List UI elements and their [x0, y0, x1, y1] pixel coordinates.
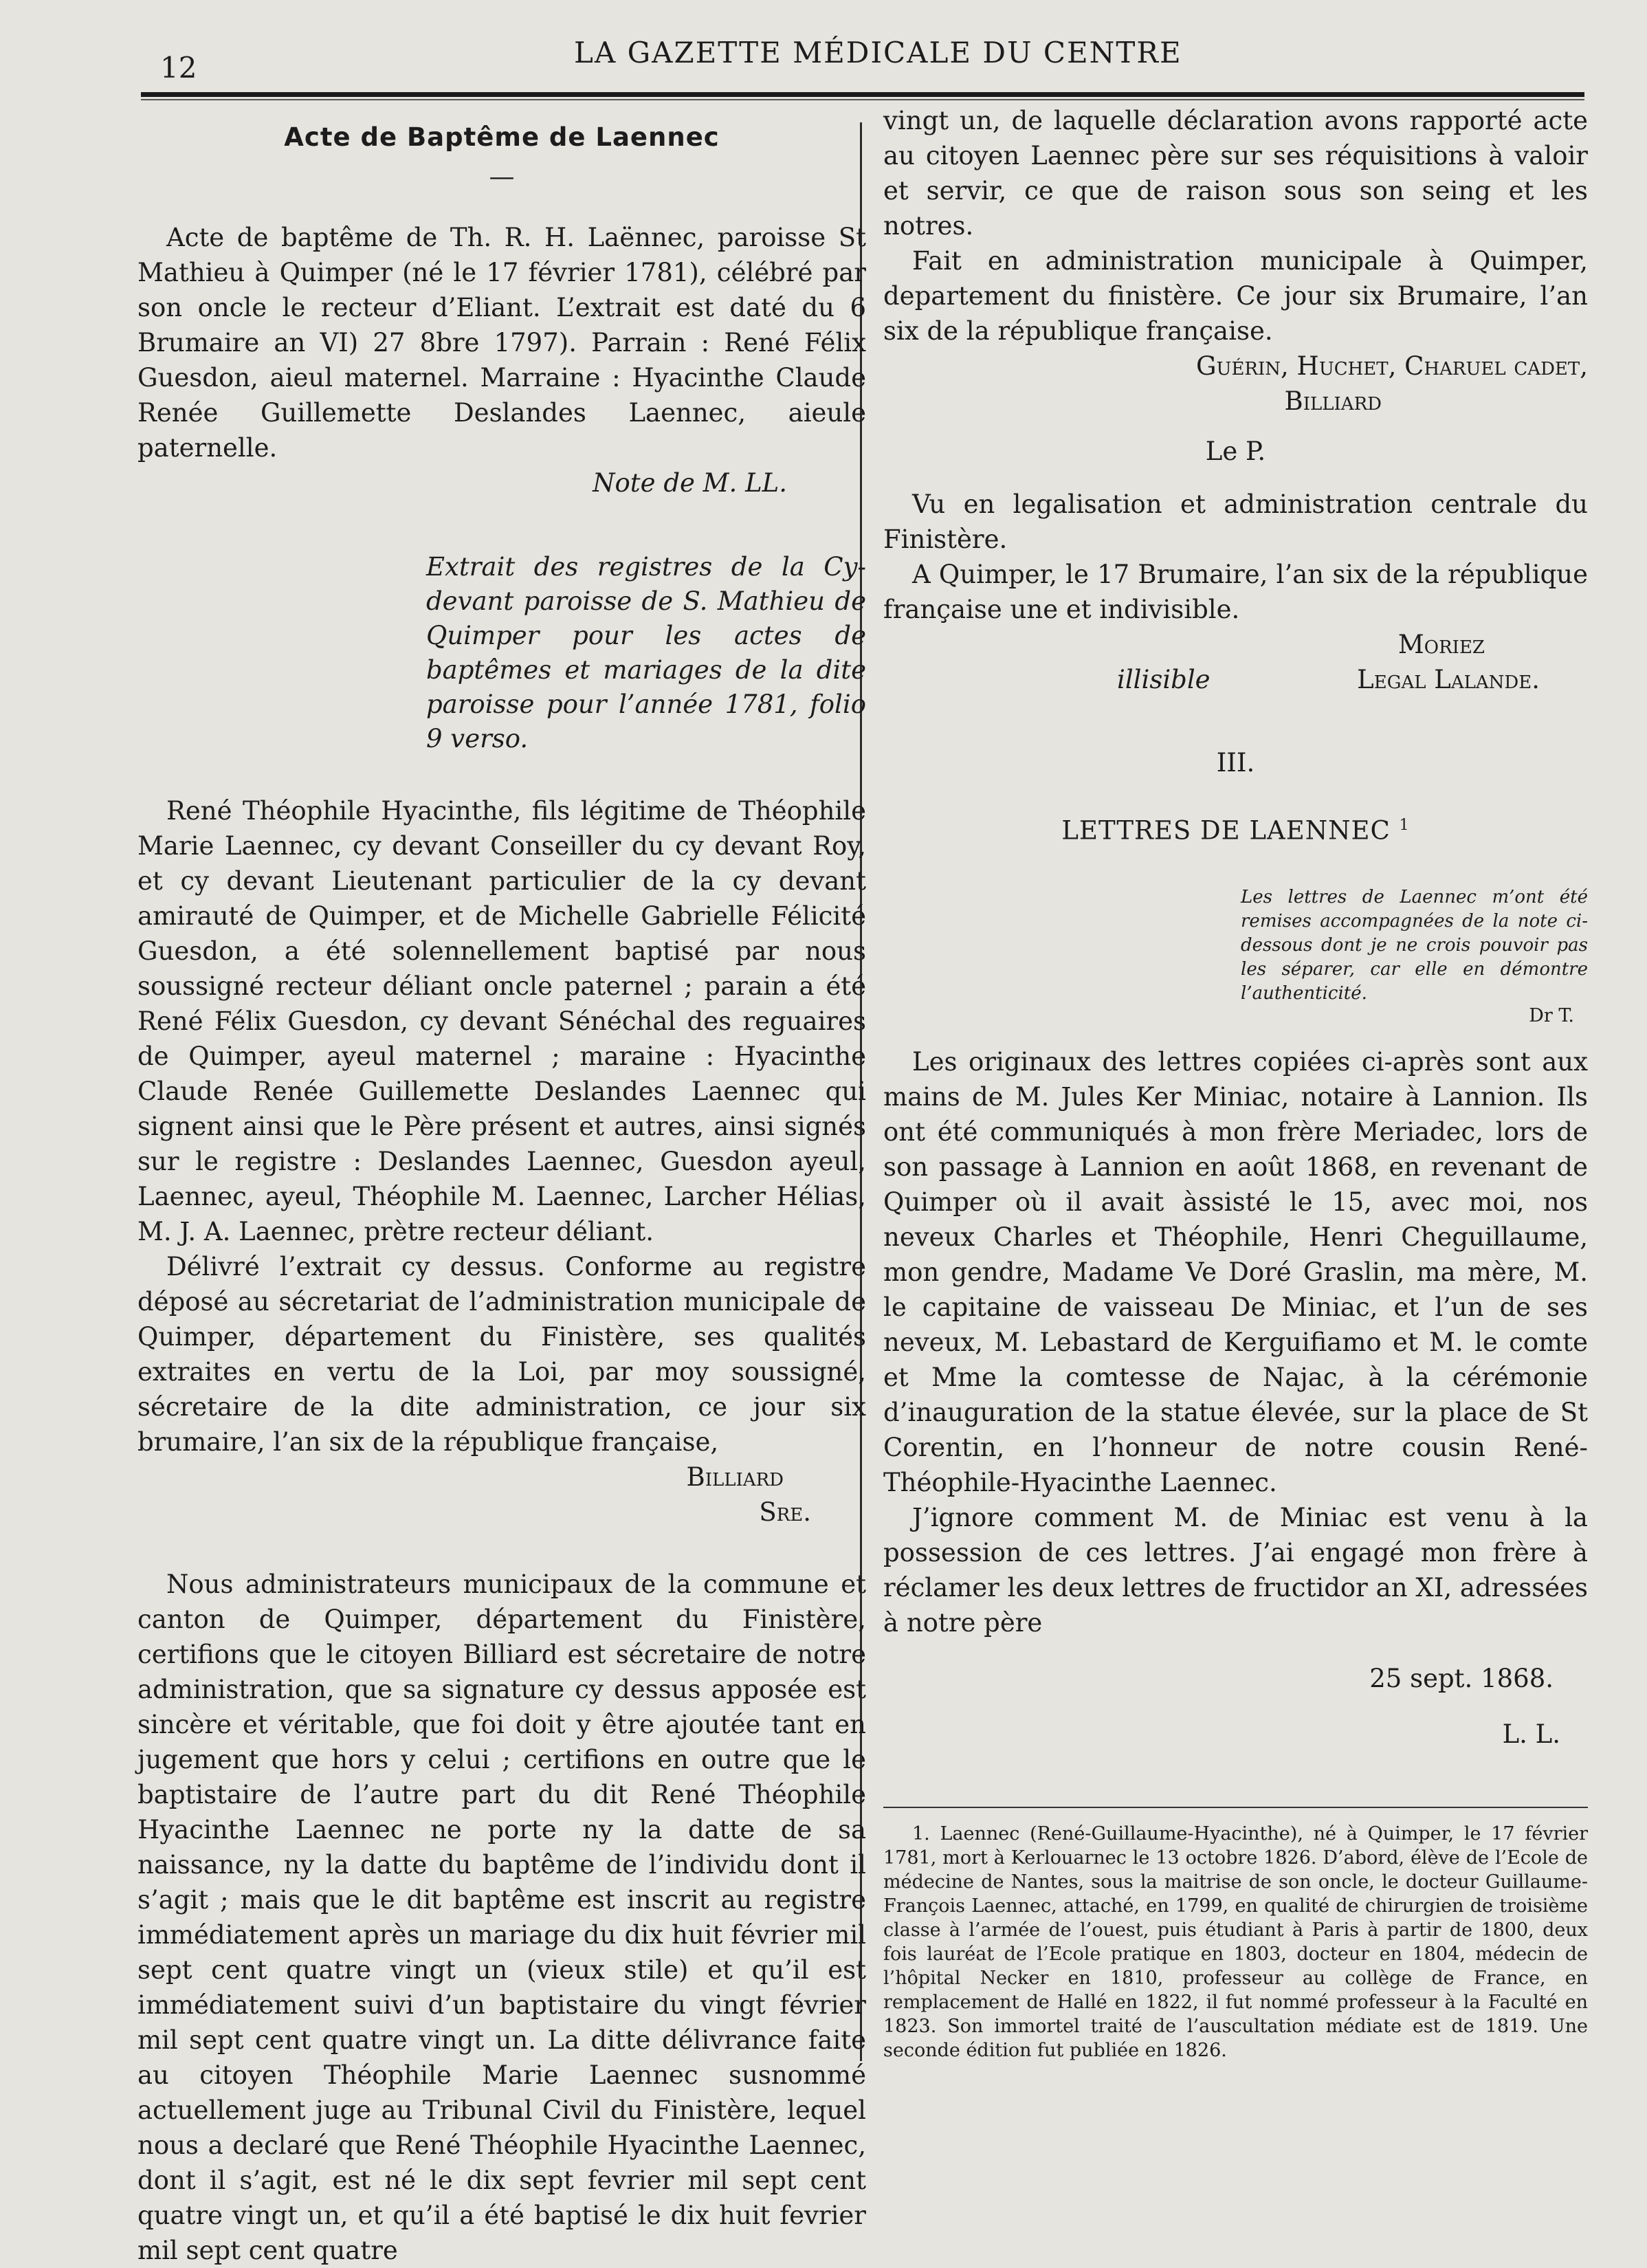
administrators-paragraph: Nous administrateurs municipaux de la commune et canton de Quimper, département du Finistère, certifions que le citoyen Billiard est sécretaire de notre administration, que sa signature cy dessus apposée est sincère et véritable, que foi doit y être ajoutée tant en jugement que hors y celui ; certifions en outre que le baptistaire de l’autre part du dit René Théophile Hyacinthe Laennec ne porte ny la datte de sa naissance, ny la datte du baptême de l’individu dont il s’agit ; mais que le dit baptême est inscrit au registre immédiatement après un mariage du dix huit février mil sept cent quatre vingt un (vieux stile) et qu’il est immédiatement suivi d’un baptistaire du vingt février mil sept cent quatre vingt un. La ditte délivrance faite au citoyen Théophile Marie Laennec susnommé actuellement juge au Tribunal Civil du Finistère, lequel nous a declaré que René Théophile Hyacinthe Laennec, dont il s’agit, est né le dix sept fevrier mil sept cent quatre vingt un, et qu’il a été baptisé le dix huit fevrier mil sept cent quatre	[137, 1570, 866, 2265]
originals-paragraph: Les originaux des lettres copiées ci-après sont aux mains de M. Jules Ker Miniac, notaire à Lannion. Ils ont été communiqués à mon frère Meriadec, lors de son passage à Lannion en août 1868, en revenant de Quimper où il avait àssisté le 15, avec moi, nos neveux Charles et Théophile, Henri Cheguillaume, mon gendre, Madame Ve Doré Graslin, ma mère, M. le capitaine de vaisseau De Miniac, et l’un de ses neveux, M. Lebastard de Kerguifiamo et M. le comte et Mme la comtesse de Najac, à la cérémonie d’inauguration de la statue élevée, sur la place de St Corentin, en l’honneur de notre cousin René-Théophile-Hyacinthe Laennec.	[883, 1047, 1588, 1498]
legalisation-paragraph: Vu en legalisation et administration centrale du Finistère.	[883, 489, 1588, 554]
footnote-marker: 1	[1399, 817, 1410, 834]
running-header	[141, 33, 1584, 85]
header-rule-thin	[141, 99, 1584, 100]
section-number: III.	[1216, 748, 1255, 778]
right-column	[883, 103, 1588, 2062]
miniac-paragraph: J’ignore comment M. de Miniac est venu à la possession de ces lettres. J’ai engagé mon frère à réclamer les deux lettres de fructidor an XI, adressées à notre père	[883, 1503, 1588, 1638]
signature-line	[883, 662, 1588, 697]
signature-billiard: Billiard	[686, 1462, 784, 1492]
baptism-paragraph: René Théophile Hyacinthe, fils légitime de Théophile Marie Laennec, cy devant Conseiller du cy devant Roy, et cy devant Lieutenant particulier de la cy devant amirauté de Quimper, et de Michelle Gabrielle Félicité Guesdon, a été solennellement baptisé par nous soussigné recteur déliant oncle paternel ; parain a été René Félix Guesdon, cy devant Sénéchal des reguaires de Quimper, ayeul maternel ; maraine : Hyacinthe Claude Renée Guillemette Deslandes Laennec qui signent ainsi que le Père présent et autres, ainsi signés sur le registre : Deslandes Laennec, Guesdon ayeul, Laennec, ayeul, Théophile M. Laennec, Larcher Hélias, M. J. A. Laennec, prètre recteur déliant.	[137, 796, 866, 1246]
extract-heading: Extrait des registres de la Cy-devant paroisse de S. Mathieu de Quimper pour les actes de baptêmes et mariages de la dite paroisse pour l’année 1781, folio 9 verso.	[426, 552, 866, 753]
section-heading: Acte de Baptême de Laennec	[284, 122, 720, 152]
letter-signature: L. L.	[1502, 1719, 1560, 1750]
spacer	[137, 1530, 866, 1567]
letters-heading-text: LETTRES DE LAENNEC	[1061, 815, 1391, 846]
signature-billiard-right: Billiard	[1284, 386, 1382, 416]
administration-paragraph: Fait en administration municipale à Quimper, departement du finistère. Ce jour six Brumaire, l’an six de la république française.	[883, 246, 1588, 346]
header-rule	[141, 92, 1584, 97]
page-number: 12	[160, 51, 197, 85]
signature-moriez: Moriez	[1397, 630, 1485, 659]
intro-paragraph: Acte de baptême de Th. R. H. Laënnec, paroisse St Mathieu à Quimper (né le 17 février 1781), célébré par son oncle le recteur d’Eliant. L’extrait est daté du 6 Brumaire an VI) 27 8bre 1797). Parrain : René Félix Guesdon, aieul maternel. Marraine : Hyacinthe Claude Renée Guillemette Deslandes Laennec, aieule paternelle.	[137, 223, 866, 463]
signature-secretary: Sre.	[759, 1497, 811, 1527]
quimper-date-paragraph: A Quimper, le 17 Brumaire, l’an six de la république française une et indivisible.	[883, 560, 1588, 624]
editor-note: Note de M. LL.	[593, 468, 787, 498]
le-p: Le P.	[1205, 437, 1266, 466]
letters-intro-note: Les lettres de Laennec m’ont été remises accompagnées de la note ci-dessous dont je ne crois pouvoir pas les séparer, car elle en démontre l’authenticité.	[1241, 887, 1588, 1004]
letter-date: 25 sept. 1868.	[1369, 1664, 1554, 1694]
heading-dash: —	[489, 162, 515, 191]
signatories: Guérin, Huchet, Charuel cadet,	[1195, 351, 1588, 381]
continuation-paragraph: vingt un, de laquelle déclaration avons rapporté acte au citoyen Laennec père sur ses réquisitions à valoir et servir, ce que de raison sous son seing et les notres.	[883, 106, 1588, 241]
journal-title: LA GAZETTE MÉDICALE DU CENTRE	[574, 36, 1182, 69]
footnote-rule	[883, 1807, 1588, 1808]
legal-lalande: Legal Lalande.	[1357, 665, 1540, 694]
note-signature: Dr T.	[1529, 1005, 1574, 1027]
delivery-paragraph: Délivré l’extrait cy dessus. Conforme au registre déposé au sécretariat de l’administration municipale de Quimper, département du Finistère, ses qualités extraites en vertu de la Loi, par moy soussigné, sécretaire de la dite administration, ce jour six brumaire, l’an six de la république française,	[137, 1252, 866, 1457]
spacer	[137, 756, 866, 793]
letters-heading	[883, 808, 1588, 848]
left-column	[137, 120, 866, 2268]
footnote: 1. Laennec (René-Guillaume-Hyacinthe), né à Quimper, le 17 février 1781, mort à Kerlouarnec le 13 octobre 1826. D’abord, élève de l’Ecole de médecine de Nantes, sous la maitrise de son oncle, le docteur Guillaume-François Laennec, attaché, en 1799, en qualité de chirurgien de troisième classe à l’armée de l’ouest, puis étudiant à Paris à partir de 1800, deux fois lauréat de l’Ecole pratique en 1803, docteur en 1804, médecin de l’hôpital Necker en 1810, professeur au collège de France, en remplacement de Hallé en 1822, il fut nommé professeur à la Faculté en 1823. Son immortel traité de l’auscultation médiate est de 1819. Une seconde édition fut publiée en 1826.	[883, 1823, 1588, 2062]
illegible-signature: illisible	[1117, 665, 1211, 694]
